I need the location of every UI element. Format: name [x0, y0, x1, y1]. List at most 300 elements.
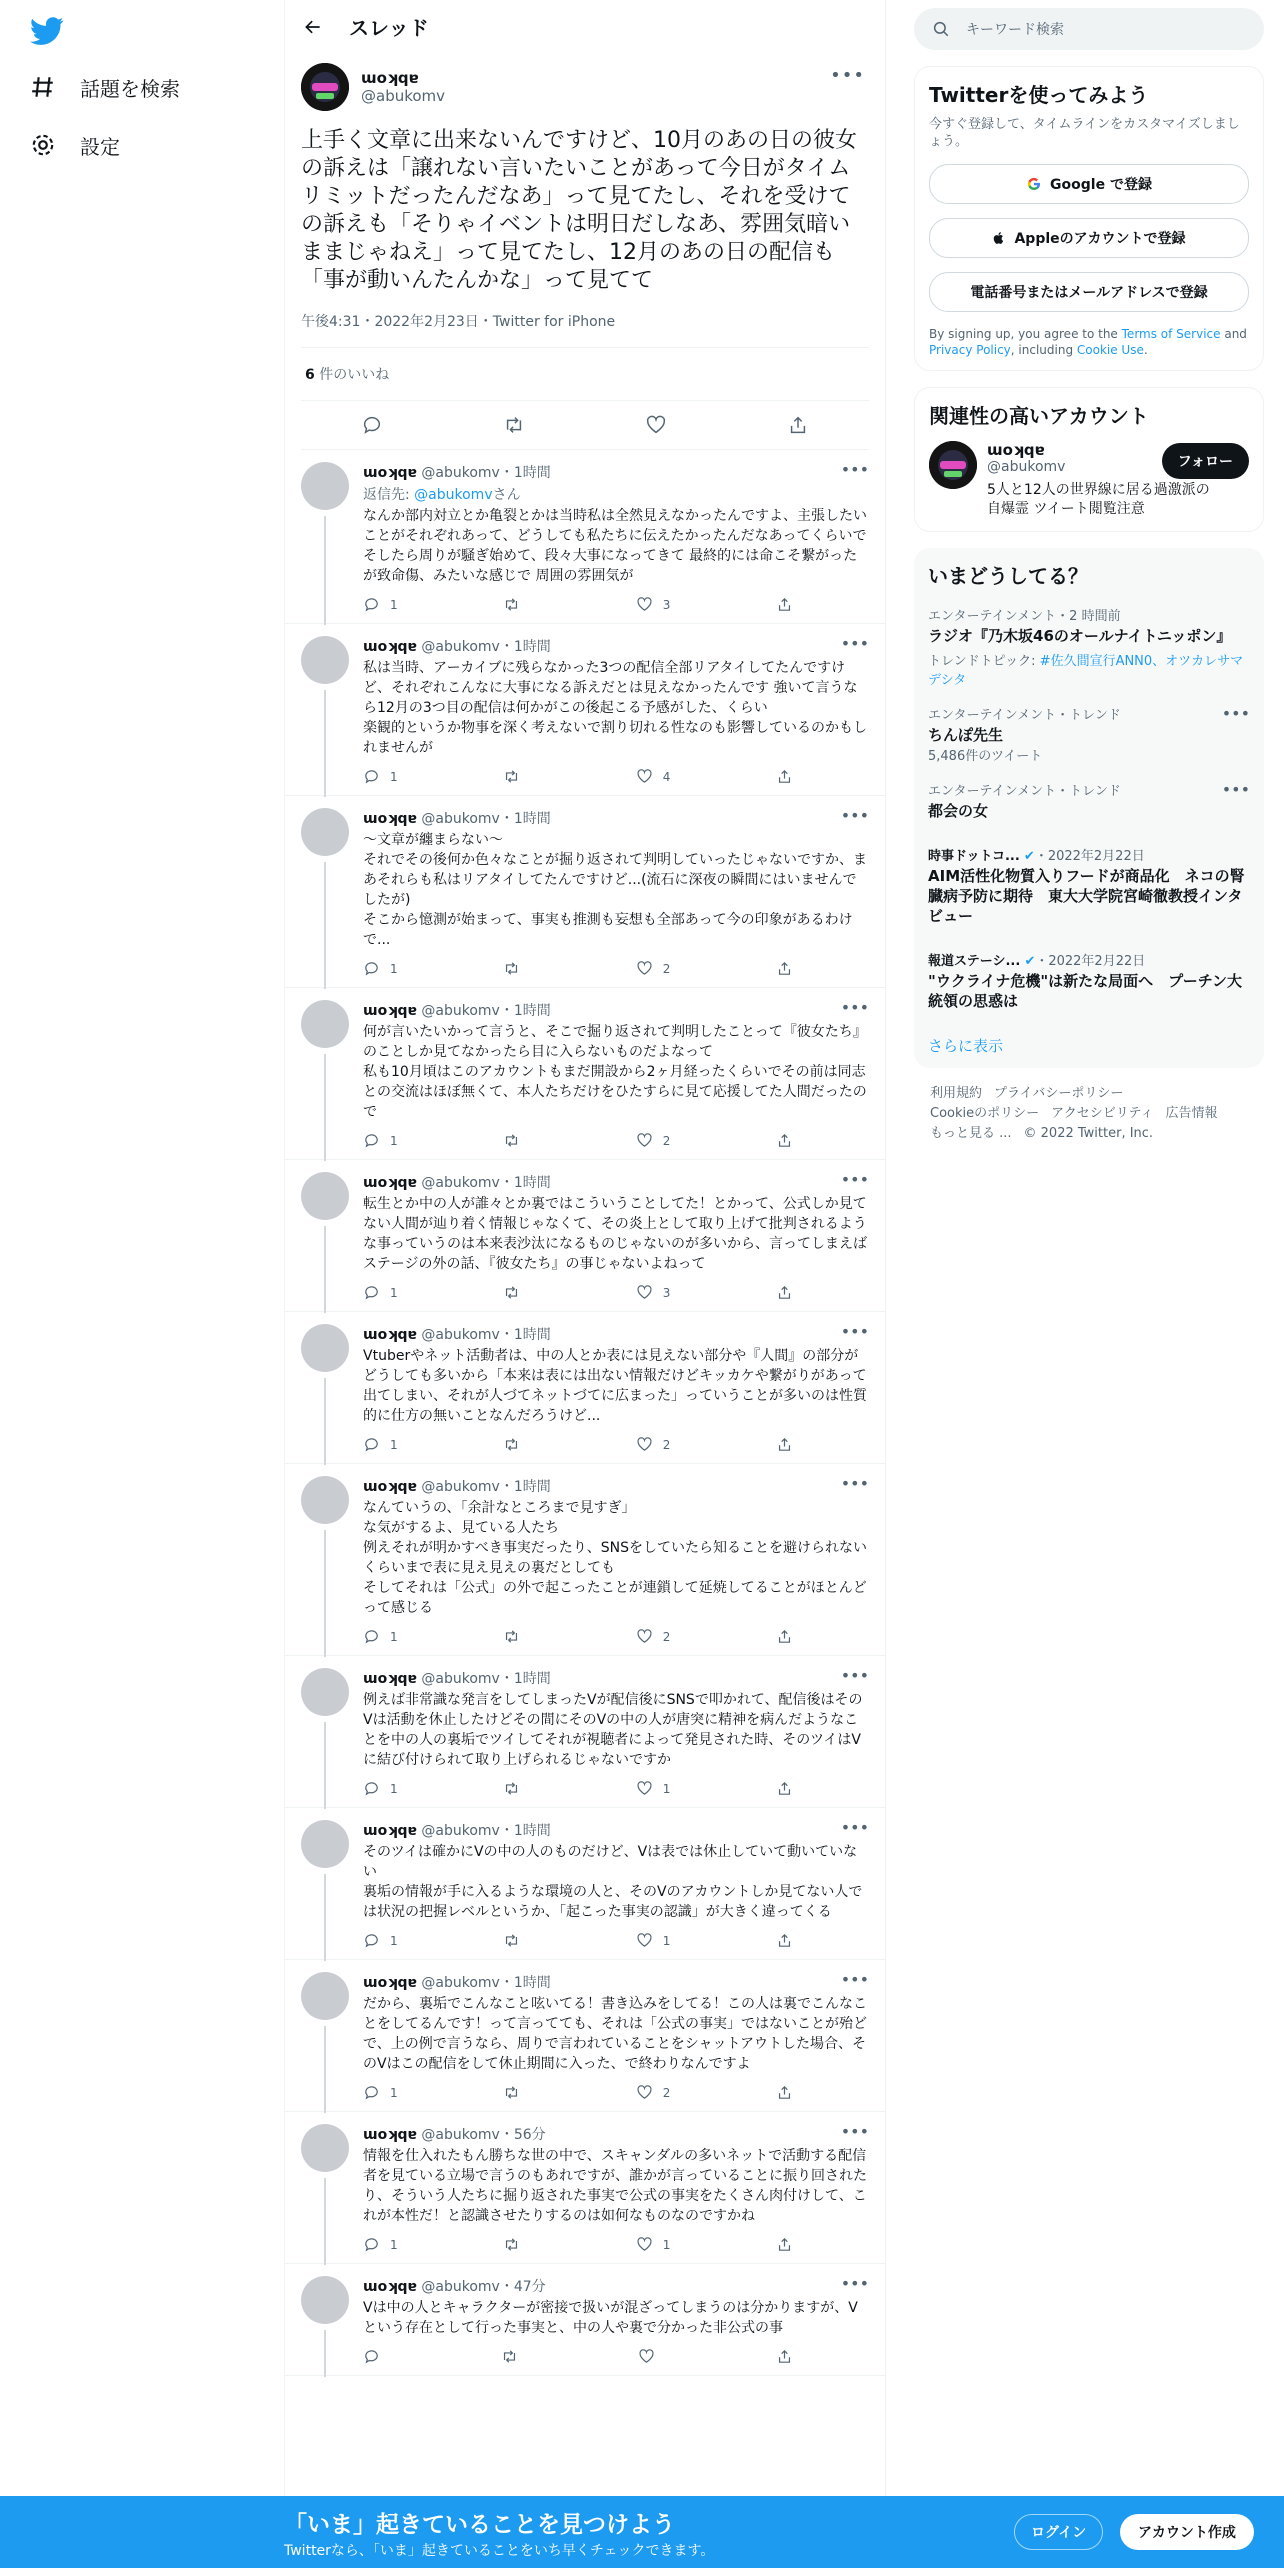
reply-author-handle[interactable]: @abukomv: [421, 1479, 500, 1495]
reply-author-handle[interactable]: @abukomv: [421, 1671, 500, 1687]
likes-count[interactable]: [301, 348, 869, 401]
more-icon[interactable]: •••: [840, 634, 869, 653]
reply-text: 〜文章が纏まらない〜 それでその後何か色々なことが掘り返されて判明していったじゃないですか、まあそれらも私はリアタイしてたんですけど...(流石に深夜の瞬間にはいませんでしたが) そこから憶測が始まって、事実も推測も妄想も全部あって今の印象があるわけで...: [363, 832, 867, 948]
related-avatar[interactable]: [929, 441, 977, 489]
reply-time[interactable]: 1時間: [513, 1327, 551, 1343]
footer-copyright: © 2022 Twitter, Inc.: [1023, 1126, 1154, 1141]
share-icon: [776, 2236, 793, 2253]
retweet-button[interactable]: [503, 1284, 530, 1301]
reply-icon: [363, 960, 380, 977]
reply-button[interactable]: [363, 1780, 398, 1797]
legal-text-3: , including: [1010, 343, 1077, 357]
share-icon: [776, 596, 793, 613]
reply-actions: [363, 1780, 793, 1797]
share-button[interactable]: [776, 2084, 793, 2101]
author-handle[interactable]: @abukomv: [361, 87, 446, 105]
like-button[interactable]: [636, 1780, 671, 1797]
reply-time[interactable]: 1時間: [513, 1003, 551, 1019]
like-button[interactable]: [636, 596, 671, 613]
like-button[interactable]: [636, 1132, 671, 1149]
search-icon: [932, 20, 950, 38]
trend-item[interactable]: [928, 704, 1250, 764]
footer-ads[interactable]: 広告情報: [1165, 1106, 1218, 1121]
reply-button[interactable]: [363, 1932, 398, 1949]
thread-line: [324, 1722, 326, 1809]
like-button[interactable]: [636, 960, 671, 977]
reply-text: Vは中の人とキャラクターが密接で扱いが混ざってしまうのは分かりますが、Vという存在として行った事実と、中の人や裏で分かった非公式の事: [363, 2300, 858, 2336]
more-icon[interactable]: •••: [1221, 780, 1250, 799]
reply-actions: [363, 1284, 793, 1301]
trend-meta: エンターテインメント・2 時間前: [928, 609, 1121, 624]
reply-time[interactable]: 1時間: [513, 1479, 551, 1495]
reply-to-prefix: 返信先:: [363, 487, 415, 503]
more-icon[interactable]: •••: [840, 806, 869, 825]
reply-to-suffix: さん: [492, 487, 521, 503]
like-count: 2: [662, 1133, 671, 1148]
reply-icon: [363, 1932, 380, 1949]
bottom-sub: Twitterなら、「いま」起きていることをいち早くチェックできます。: [284, 2543, 715, 2559]
reply-tweet[interactable]: ɯoʞqɐ @abukomv・47分 ••• Vは中の人とキャラクターが密接で扱いが混ざってしまうのは分かりますが、Vという存在として行った事実と、中の人や裏で分かった非公式の事: [285, 2264, 885, 2376]
retweet-button[interactable]: [503, 1436, 530, 1453]
reply-actions: [363, 1628, 793, 1645]
related-bio: 5人と12人の世界線に居る過激派の自爆霊 ツイート閲覧注意: [987, 482, 1210, 517]
more-icon[interactable]: •••: [840, 1818, 869, 1837]
like-button[interactable]: [636, 1436, 671, 1453]
like-icon: [636, 1932, 653, 1949]
related-title: 関連性の高いアカウント: [929, 404, 1149, 428]
reply-time[interactable]: 1時間: [513, 1975, 551, 1991]
more-icon[interactable]: •••: [840, 1474, 869, 1493]
reply-count: 1: [390, 1133, 398, 1148]
thread-line: [324, 1530, 326, 1657]
reply-author-handle[interactable]: @abukomv: [421, 811, 500, 827]
retweet-button[interactable]: [503, 2084, 530, 2101]
like-count: 1: [662, 2237, 671, 2252]
reply-author-name[interactable]: ɯoʞqɐ: [363, 1479, 417, 1495]
reply-time[interactable]: 1時間: [513, 1175, 551, 1191]
trend-item[interactable]: [928, 605, 1250, 688]
reply-tweet[interactable]: ɯoʞqɐ @abukomv・1時間 ••• Vtuberやネット活動者は、中の人とか表には見えない部分や『人間』の部分がどうしても多いから「本来は表には出ない情報だけどキッカケや繋がりがあって出てしまい、それが人づてネットづてに広まった」っていうことが多いのは性質的に仕方の無いことなんだろうけど... 1 2: [285, 1312, 885, 1464]
share-button[interactable]: [776, 1436, 793, 1453]
share-button[interactable]: [776, 1932, 793, 1949]
share-icon: [776, 2084, 793, 2101]
thread-header: [285, 0, 885, 53]
reply-button[interactable]: [363, 2348, 390, 2365]
like-count: 4: [662, 769, 671, 784]
legal-text-1: By signing up, you agree to the: [929, 327, 1122, 341]
retweet-icon[interactable]: [503, 414, 525, 436]
legal-text-2: and: [1220, 327, 1247, 341]
news-date: ・2022年2月22日: [1034, 849, 1145, 864]
reply-author-name[interactable]: ɯoʞqɐ: [363, 639, 417, 655]
share-icon[interactable]: [787, 414, 809, 436]
share-button[interactable]: [776, 960, 793, 977]
reply-author-handle[interactable]: @abukomv: [421, 1823, 500, 1839]
share-icon: [776, 1132, 793, 1149]
reply-icon: [363, 1628, 380, 1645]
reply-actions: [363, 2236, 793, 2253]
reply-actions: [363, 596, 793, 613]
reply-author-handle[interactable]: @abukomv: [421, 465, 500, 481]
share-button[interactable]: [776, 1628, 793, 1645]
like-button[interactable]: [636, 2236, 671, 2253]
legal-text-4: .: [1143, 343, 1148, 357]
reply-button[interactable]: [363, 1628, 398, 1645]
footer-a11y[interactable]: アクセシビリティ: [1051, 1106, 1154, 1121]
reply-count: 1: [390, 2237, 398, 2252]
related-name: ɯoʞqɐ: [987, 441, 1045, 459]
retweet-icon: [503, 596, 520, 613]
like-icon: [636, 2236, 653, 2253]
reply-icon: [363, 1132, 380, 1149]
reply-actions: [363, 2348, 793, 2365]
reply-actions: [363, 768, 793, 785]
more-icon[interactable]: •••: [840, 1666, 869, 1685]
share-button[interactable]: [776, 2236, 793, 2253]
share-button[interactable]: [776, 1132, 793, 1149]
news-date: ・2022年2月22日: [1035, 954, 1146, 969]
retweet-button[interactable]: [503, 960, 530, 977]
reply-author-handle[interactable]: @abukomv: [421, 2279, 500, 2295]
reply-button[interactable]: [363, 1284, 398, 1301]
avatar[interactable]: [301, 1172, 349, 1220]
trend-topic-link[interactable]: #佐久間宣行ANN0、オツカレサマデシタ: [928, 654, 1244, 688]
reply-time[interactable]: 1時間: [513, 465, 551, 481]
login-button[interactable]: ログイン: [1014, 2514, 1103, 2550]
share-icon: [776, 960, 793, 977]
footer-cookie[interactable]: Cookieのポリシー: [930, 1106, 1040, 1121]
retweet-button[interactable]: [501, 2348, 528, 2365]
like-icon: [636, 1628, 653, 1645]
tweet-text: 上手く文章に出来ないんですけど、10月のあの日の彼女の訴えは「譲れない言いたいことがあって今日がタイムリミットだったんだなあ」って見てたし、それを受けての訴えも「そりゃイベントは明日だしなあ、雰囲気暗いままじゃねえ」って見てたし、12月のあの日の配信も「事が動いんたんかな」って見てて: [301, 128, 857, 293]
signup-card: [914, 66, 1264, 371]
avatar[interactable]: [301, 2276, 349, 2324]
retweet-button[interactable]: [503, 596, 530, 613]
apple-icon: [992, 230, 1006, 246]
avatar[interactable]: [301, 2124, 349, 2172]
signup-sub: 今すぐ登録して、タイムラインをカスタマイズしましょう。: [929, 117, 1240, 149]
reply-icon: [363, 2348, 380, 2365]
share-icon: [776, 1932, 793, 1949]
trends-title: いまどうしてる？: [928, 564, 1088, 588]
reply-text: 情報を仕入れたもん勝ちな世の中で、スキャンダルの多いネットで活動する配信者を見ている立場で言うのもあれですが、誰かが言っていることに振り回されたり、そういう人たちに掘り返された事実で公式の事実をたくさん肉付けして、これが本性だ！と認識させたりするのは如何なものなのですかね: [363, 2148, 867, 2224]
reply-count: 1: [390, 597, 398, 612]
avatar[interactable]: [301, 636, 349, 684]
nav-explore-label: 話題を検索: [80, 76, 180, 101]
footer-terms[interactable]: 利用規約: [930, 1086, 983, 1101]
more-icon[interactable]: •••: [830, 65, 865, 86]
reply-button[interactable]: [363, 2236, 398, 2253]
reply-text: Vtuberやネット活動者は、中の人とか表には見えない部分や『人間』の部分がどうしても多いから「本来は表には出ない情報だけどキッカケや繋がりがあって出てしまい、それが人づてネットづてに広まった」っていうことが多いのは性質的に仕方の無いことなんだろうけど...: [363, 1348, 867, 1424]
reply-button[interactable]: [363, 596, 398, 613]
thread-line: [324, 1874, 326, 1961]
trend-title: 都会の女: [928, 802, 989, 820]
phone-email-signup-button[interactable]: 電話番号またはメールアドレスで登録: [929, 272, 1249, 312]
back-arrow-icon[interactable]: [303, 17, 323, 37]
search-box[interactable]: [914, 8, 1264, 50]
likes-number: 6: [305, 367, 315, 383]
reply-tweet[interactable]: ɯoʞqɐ @abukomv・1時間 ••• なんていうの、「余計なところまで見すぎ」 な気がするよ、見ている人たち 例えそれが明かすべき事実だったり、SNSをしていたら知ることを避けられないくらいまで表に見え見えの裏だとしても そしてそれは「公式」の外で起こったことが連鎖して延焼してることがほとんどって感じる 1 2: [285, 1464, 885, 1656]
reply-button[interactable]: [363, 1132, 398, 1149]
like-icon: [636, 1780, 653, 1797]
reply-text: 私は当時、アーカイブに残らなかった3つの配信全部リアタイしてたんですけど、それぞれこんなに大事になる訴えだとは見えなかったんです 強いて言うなら12月の3つ目の配信は何かがこの後起こる予感がした、くらい 楽観的というか物事を深く考えないで割り切れる性なのも影響しているのかもしれませんが: [363, 660, 867, 756]
share-icon: [776, 1436, 793, 1453]
share-button[interactable]: [776, 1284, 793, 1301]
reply-to-handle[interactable]: @abukomv: [414, 487, 493, 503]
reply-text: 例えば非常識な発言をしてしまったVが配信後にSNSで叩かれて、配信後はそのVは活動を休止したけどその間にそのVの中の人が唐突に精神を病んだようなことを中の人の裏垢でツイしてそれが視聴者によって発見された時、そのツイはVに結び付けられて取り上げられるじゃないですか: [363, 1692, 863, 1768]
more-icon[interactable]: •••: [840, 1170, 869, 1189]
reply-count: 1: [390, 1285, 398, 1300]
hashtag-icon: [30, 74, 56, 100]
gear-icon: [30, 132, 56, 158]
like-button[interactable]: [636, 1932, 671, 1949]
retweet-button[interactable]: [503, 1932, 530, 1949]
reply-tweet[interactable]: ɯoʞqɐ @abukomv・1時間 ••• 転生とか中の人が誰々とか裏ではこういうことしてた！とかって、公式しか見てない人間が辿り着く情報じゃなくて、その炎上として取り上げて批判されるような事っていうのは本来表沙汰になるものじゃないのが多いから、言ってしまえばステージの外の話、『彼女たち』の事じゃないよねって 1 3: [285, 1160, 885, 1312]
reply-text: なんていうの、「余計なところまで見すぎ」 な気がするよ、見ている人たち 例えそれが明かすべき事実だったり、SNSをしていたら知ることを避けられないくらいまで表に見え見えの裏だとしても そしてそれは「公式」の外で起こったことが連鎖して延焼してることがほとんどって感じる: [363, 1500, 867, 1616]
thread-line: [324, 1054, 326, 1161]
google-signup-button[interactable]: [929, 164, 1249, 204]
trend-tweet-count: 5,486件のツイート: [928, 749, 1043, 764]
verified-icon: ✔: [1023, 849, 1035, 864]
reply-actions: [363, 960, 793, 977]
share-icon: [776, 1284, 793, 1301]
like-icon: [636, 768, 653, 785]
reply-tweet[interactable]: ɯoʞqɐ @abukomv・1時間 ••• そのツイは確かにVの中の人のものだけど、Vは表では休止していて動いていない 裏垢の情報が手に入るような環境の人と、そのVのアカウントしか見てない人では状況の把握レベルというか、「起こった事実の認識」が大きく違ってくる 1 1: [285, 1808, 885, 1960]
reply-icon[interactable]: [361, 414, 383, 436]
retweet-button[interactable]: [503, 768, 530, 785]
reply-text: 何が言いたいかって言うと、そこで掘り返されて判明したことって『彼女たち』のことしか見てなかったら目に入らないものだよなって 私も10月頃はこのアカウントもまだ開設から2ヶ月経ったくらいでその前は同志との交流はほぼ無くて、本人たちだけをひたすらに見て応援してた人間だったので: [363, 1024, 867, 1120]
reply-tweet[interactable]: ɯoʞqɐ @abukomv・1時間 ••• 例えば非常識な発言をしてしまったVが配信後にSNSで叩かれて、配信後はそのVは活動を休止したけどその間にそのVの中の人が唐突に精神を病んだようなことを中の人の裏垢でツイしてそれが視聴者によって発見された時、そのツイはVに結び付けられて取り上げられるじゃないですか 1 1: [285, 1656, 885, 1808]
reply-author-name[interactable]: ɯoʞqɐ: [363, 1175, 417, 1191]
like-count: 2: [662, 1629, 671, 1644]
reply-tweet[interactable]: ɯoʞqɐ @abukomv・1時間 ••• 何が言いたいかって言うと、そこで掘り返されて判明したことって『彼女たち』のことしか見てなかったら目に入らないものだよなって 私も10月頃はこのアカウントもまだ開設から2ヶ月経ったくらいでその前は同志との交流はほぼ無くて、本人たちだけをひたすらに見て応援してた人間だったので 1 2: [285, 988, 885, 1160]
more-icon[interactable]: •••: [840, 460, 869, 479]
retweet-icon: [503, 1284, 520, 1301]
reply-count: 1: [390, 1437, 398, 1452]
retweet-icon: [503, 768, 520, 785]
like-count: 3: [662, 1285, 671, 1300]
news-source: 時事ドットコ...: [928, 849, 1020, 864]
reply-button[interactable]: [363, 2084, 398, 2101]
twitter-logo-icon[interactable]: [30, 14, 64, 48]
apple-signup-label: Appleのアカウントで登録: [1014, 231, 1186, 247]
reply-actions: [363, 1932, 793, 1949]
reply-actions: [363, 1132, 793, 1149]
avatar[interactable]: [301, 462, 349, 510]
retweet-button[interactable]: [503, 1132, 530, 1149]
likes-label: 件のいいね: [319, 367, 390, 383]
reply-text: そのツイは確かにVの中の人のものだけど、Vは表では休止していて動いていない 裏垢の情報が手に入るような環境の人と、そのVのアカウントしか見てない人では状況の把握レベルというか、「起こった事実の認識」が大きく違ってくる: [363, 1844, 863, 1920]
avatar[interactable]: [301, 1820, 349, 1868]
share-button[interactable]: [776, 596, 793, 613]
thread-column: [284, 0, 886, 2568]
avatar[interactable]: [301, 1668, 349, 1716]
avatar[interactable]: [301, 1476, 349, 1524]
retweet-button[interactable]: [503, 2236, 530, 2253]
search-input[interactable]: キーワード検索: [966, 22, 1064, 38]
cookie-link[interactable]: Cookie Use: [1076, 343, 1144, 357]
share-icon: [776, 2348, 793, 2365]
reply-author-name[interactable]: ɯoʞqɐ: [363, 811, 417, 827]
more-icon[interactable]: •••: [840, 1322, 869, 1341]
more-icon[interactable]: •••: [840, 2274, 869, 2293]
trend-item[interactable]: [928, 780, 1250, 821]
avatar[interactable]: [301, 808, 349, 856]
retweet-icon: [503, 1628, 520, 1645]
reply-icon: [363, 1780, 380, 1797]
like-button[interactable]: [636, 2084, 671, 2101]
like-count: 2: [662, 961, 671, 976]
like-count: 2: [662, 2085, 671, 2100]
retweet-button[interactable]: [503, 1628, 530, 1645]
reply-actions: [363, 1436, 793, 1453]
like-icon: [636, 1284, 653, 1301]
thread-line: [324, 516, 326, 625]
nav-settings-label: 設定: [80, 134, 120, 159]
related-handle: @abukomv: [987, 459, 1066, 475]
tweet-actions: [301, 401, 869, 450]
reply-count: 1: [390, 769, 398, 784]
retweet-icon: [503, 1132, 520, 1149]
news-title: AIM活性化物質入りフードが商品化 ネコの腎臓病予防に期待 東大大学院宮崎徹教授インタビュー: [928, 867, 1245, 925]
signup-title: Twitterを使ってみよう: [929, 83, 1149, 107]
reply-author-name[interactable]: ɯoʞqɐ: [363, 465, 417, 481]
thread-line: [324, 2026, 326, 2113]
reply-time[interactable]: 1時間: [513, 1823, 551, 1839]
privacy-link[interactable]: Privacy Policy: [929, 343, 1011, 357]
reply-tweet[interactable]: ɯoʞqɐ @abukomv・1時間 ••• だから、裏垢でこんなこと呟いてる！書き込みをしてる！この人は裏でこんなことをしてるんです！って言ってても、それは「公式の事実」ではないことが殆どで、上の例で言うなら、周りで言われていることをシャットアウトした場合、そのVはこの配信をして休止期間に入った、で終わりなんですよ 1 2: [285, 1960, 885, 2112]
reply-author-handle[interactable]: @abukomv: [421, 1975, 500, 1991]
reply-count: 1: [390, 961, 398, 976]
nav-settings[interactable]: [30, 121, 120, 169]
footer-privacy[interactable]: プライバシーポリシー: [994, 1086, 1124, 1101]
avatar[interactable]: [301, 63, 349, 111]
retweet-icon: [503, 1436, 520, 1453]
reply-button[interactable]: [363, 1436, 398, 1453]
left-nav: [0, 0, 284, 2568]
reply-author-name[interactable]: ɯoʞqɐ: [363, 2127, 417, 2143]
like-icon: [636, 2084, 653, 2101]
more-icon[interactable]: •••: [1221, 704, 1250, 723]
reply-author-name[interactable]: ɯoʞqɐ: [363, 1823, 417, 1839]
like-button[interactable]: [636, 1284, 671, 1301]
trend-title: ちんぽ先生: [928, 726, 1004, 744]
reply-time[interactable]: 1時間: [513, 811, 551, 827]
avatar[interactable]: [301, 1000, 349, 1048]
avatar[interactable]: [301, 1972, 349, 2020]
reply-tweet[interactable]: ɯoʞqɐ @abukomv・56分 ••• 情報を仕入れたもん勝ちな世の中で、スキャンダルの多いネットで活動する配信者を見ている立場で言うのもあれですが、誰かが言っていることに振り回されたり、そういう人たちに掘り返された事実で公式の事実をたくさん肉付けして、これが本性だ！と認識させたりするのは如何なものなのですかね 1 1: [285, 2112, 885, 2264]
reply-tweet[interactable]: ɯoʞqɐ @abukomv・1時間 ••• 私は当時、アーカイブに残らなかった3つの配信全部リアタイしてたんですけど、それぞれこんなに大事になる訴えだとは見えなかったんです 強いて言うなら12月の3つ目の配信は何かがこの後起こる予感がした、くらい 楽観的というか物事を深く考えないで割り切れる性なのも影響しているのかもしれませんが 1 4: [285, 624, 885, 796]
reply-time[interactable]: 1時間: [513, 639, 551, 655]
terms-link[interactable]: Terms of Service: [1121, 327, 1221, 341]
reply-tweet[interactable]: ɯoʞqɐ @abukomv・1時間 ••• 〜文章が纏まらない〜 それでその後何か色々なことが掘り返されて判明していったじゃないですか、まあそれらも私はリアタイしてたんですけど...(流石に深夜の瞬間にはいませんでしたが) そこから憶測が始まって、事実も推測も妄想も全部あって今の印象があるわけで... 1 2: [285, 796, 885, 988]
create-account-button[interactable]: アカウント作成: [1120, 2514, 1254, 2550]
reply-author-name[interactable]: ɯoʞqɐ: [363, 2279, 417, 2295]
bottom-title: 「いま」起きていることを見つけよう: [284, 2512, 675, 2538]
reply-author-name[interactable]: ɯoʞqɐ: [363, 1671, 417, 1687]
reply-text: なんか部内対立とか亀裂とかは当時私は全然見えなかったんですよ、主張したいことがそれぞれあって、どうしても私たちに伝えたかったんだなあってくらいで そしたら周りが騒ぎ始めて、段々大事になってきて 最終的には命こそ繋がったが致命傷、みたいな感じで 周囲の雰囲気が: [363, 508, 871, 584]
reply-author-handle[interactable]: @abukomv: [421, 639, 500, 655]
share-button[interactable]: [776, 2348, 793, 2365]
reply-time[interactable]: 47分: [513, 2279, 546, 2295]
trend-topic-prefix: トレンドトピック:: [928, 654, 1040, 669]
thread-line: [324, 1378, 326, 1465]
like-icon[interactable]: [645, 414, 667, 436]
main-tweet: [285, 53, 885, 450]
like-icon: [636, 960, 653, 977]
trend-meta: エンターテインメント・トレンド: [928, 708, 1121, 723]
news-item[interactable]: [928, 845, 1250, 926]
reply-author-handle[interactable]: @abukomv: [421, 1175, 500, 1191]
nav-explore[interactable]: [30, 63, 180, 111]
retweet-icon: [503, 2084, 520, 2101]
thread-line: [324, 2330, 326, 2377]
avatar[interactable]: [301, 1324, 349, 1372]
reply-icon: [363, 768, 380, 785]
like-icon: [636, 1132, 653, 1149]
reply-button[interactable]: [363, 768, 398, 785]
reply-button[interactable]: [363, 960, 398, 977]
more-icon[interactable]: •••: [840, 2122, 869, 2141]
reply-count: 1: [390, 1781, 398, 1796]
apple-signup-button[interactable]: [929, 218, 1249, 258]
more-icon[interactable]: •••: [840, 998, 869, 1017]
share-button[interactable]: [776, 1780, 793, 1797]
page-title: スレッド: [349, 16, 429, 40]
share-icon: [776, 768, 793, 785]
retweet-icon: [503, 2236, 520, 2253]
reply-author-handle[interactable]: @abukomv: [421, 1003, 500, 1019]
author-name[interactable]: ɯoʞqɐ: [361, 69, 419, 87]
like-button[interactable]: [638, 2348, 665, 2365]
thread-line: [324, 1226, 326, 1313]
related-account[interactable]: [929, 441, 1249, 519]
reply-author-name[interactable]: ɯoʞqɐ: [363, 1327, 417, 1343]
reply-actions: [363, 2084, 793, 2101]
footer-more[interactable]: もっと見る ...: [930, 1126, 1012, 1141]
like-icon: [638, 2348, 655, 2365]
reply-icon: [363, 1436, 380, 1453]
reply-icon: [363, 2084, 380, 2101]
tweet-timestamp[interactable]: 午後4:31・2022年2月23日・Twitter for iPhone: [301, 311, 869, 348]
like-count: 2: [662, 1437, 671, 1452]
share-button[interactable]: [776, 768, 793, 785]
follow-button[interactable]: フォロー: [1162, 443, 1249, 479]
news-source: 報道ステーシ...: [928, 954, 1021, 969]
reply-time[interactable]: 1時間: [513, 1671, 551, 1687]
reply-author-handle[interactable]: @abukomv: [421, 2127, 500, 2143]
show-more-link[interactable]: さらに表示: [928, 1037, 1004, 1055]
reply-count: 1: [390, 1629, 398, 1644]
like-button[interactable]: [636, 768, 671, 785]
reply-author-name[interactable]: ɯoʞqɐ: [363, 1975, 417, 1991]
like-button[interactable]: [636, 1628, 671, 1645]
news-item[interactable]: [928, 950, 1250, 1011]
share-icon: [776, 1628, 793, 1645]
verified-icon: ✔: [1024, 954, 1036, 969]
retweet-button[interactable]: [503, 1780, 530, 1797]
more-icon[interactable]: •••: [840, 1970, 869, 1989]
related-accounts-card: [914, 387, 1264, 532]
reply-tweet[interactable]: ɯoʞqɐ @abukomv・1時間 ••• 返信先: @abukomvさん なんか部内対立とか亀裂とかは当時私は全然見えなかったんですよ、主張したいことがそれぞれあって、どうしても私たちに伝えたかったんだなあってくらいで そしたら周りが騒ぎ始めて、段々大事になってきて 最終的には命こそ繋がったが致命傷、みたいな感じで 周囲の雰囲気が 1 3: [285, 450, 885, 624]
reply-author-handle[interactable]: @abukomv: [421, 1327, 500, 1343]
footer-links: [914, 1084, 1264, 1144]
reply-text: だから、裏垢でこんなこと呟いてる！書き込みをしてる！この人は裏でこんなことをしてるんです！って言ってても、それは「公式の事実」ではないことが殆どで、上の例で言うなら、周りで言われていることをシャットアウトした場合、そのVはこの配信をして休止期間に入った、で終わりなんですよ: [363, 1996, 867, 2072]
like-count: 3: [662, 597, 671, 612]
reply-icon: [363, 2236, 380, 2253]
reply-author-name[interactable]: ɯoʞqɐ: [363, 1003, 417, 1019]
reply-time[interactable]: 56分: [513, 2127, 546, 2143]
